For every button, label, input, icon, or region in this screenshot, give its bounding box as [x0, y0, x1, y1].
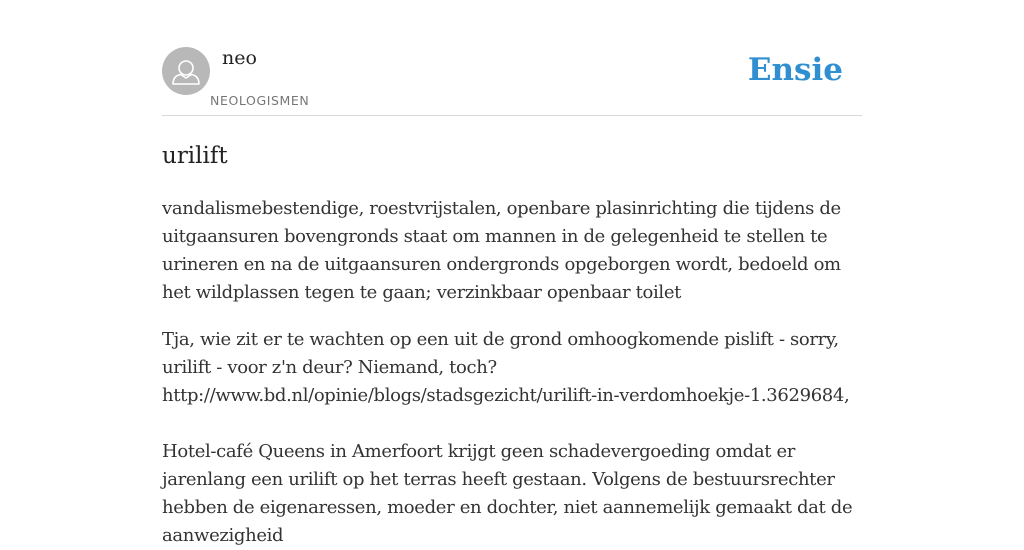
- brand-logo[interactable]: Ensie: [747, 52, 843, 88]
- entry-header: [162, 0, 862, 116]
- user-avatar[interactable]: [162, 47, 210, 95]
- entry-example: Tja, wie zit er te wachten op een uit de grond omhoogkomende pislift - sorry, urilift - voor z'n deur? Niemand, toch? http://www.bd.nl/opinie/blogs/stadsgezicht/urilift-in-verdomhoekje-1.3629684, Hotel-café Queens in Amerfoort krijgt geen schadevergoeding omdat er jarenlang een urilift op het terras heeft gestaan. Volgens de bestuursrechter hebben de eigenaressen, moeder en dochter, niet aannemelijk gemaakt dat de aanwezigheid: [162, 329, 853, 546]
- entry-title: urilift: [162, 143, 228, 169]
- author-name[interactable]: neo: [222, 47, 257, 69]
- user-icon: [162, 47, 210, 95]
- content-container: [162, 0, 862, 550]
- category-link[interactable]: NEOLOGISMEN: [210, 93, 310, 108]
- entry-definition: vandalismebestendige, roestvrijstalen, openbare plasinrichting die tijdens de uitgaansuren bovengronds staat om mannen in de gelegenheid te stellen te urineren en na de uitgaansuren ondergronds opgeborgen wordt, bedoeld om het wildplassen tegen te gaan; verzinkbaar openbaar toilet: [162, 198, 841, 303]
